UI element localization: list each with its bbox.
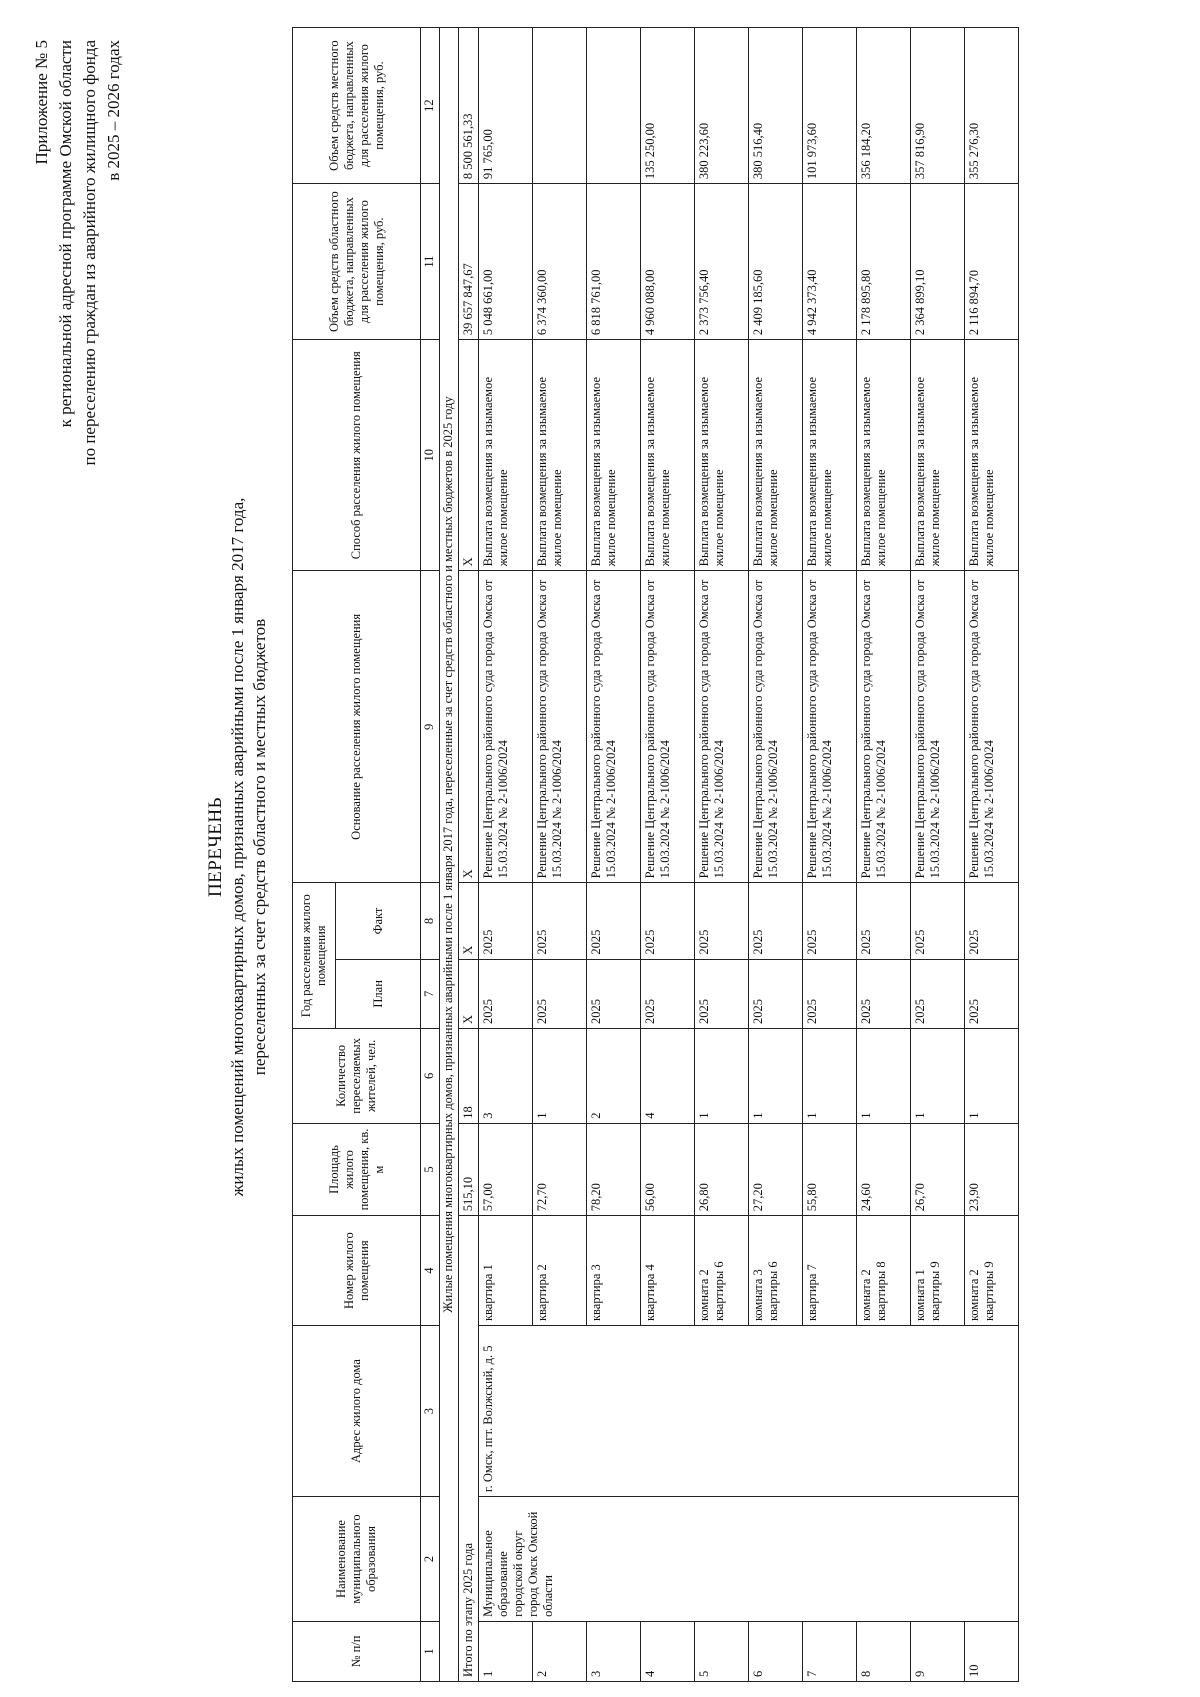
residents-count: 1 xyxy=(695,1029,749,1124)
total-people: 18 xyxy=(459,1029,479,1124)
year-plan: 2025 xyxy=(803,959,857,1028)
year-plan: 2025 xyxy=(479,959,533,1028)
header-unit: Номер жилого помещения xyxy=(293,1216,421,1326)
local-budget-amount: 101 973,60 xyxy=(803,28,857,184)
unit-number: комната 2 квартиры 9 xyxy=(965,1216,1019,1326)
resettlement-basis: Решение Центрального районного суда города Омска от 15.03.2024 № 2-1006/2024 xyxy=(749,571,803,883)
row-no: 3 xyxy=(587,1621,641,1681)
house-address: г. Омск, пгт. Волжский, д. 5 xyxy=(479,1326,1019,1497)
regional-budget-amount: 6 818 761,00 xyxy=(587,184,641,340)
local-budget-amount: 355 276,30 xyxy=(965,28,1019,184)
local-budget-amount: 380 223,60 xyxy=(695,28,749,184)
unit-area: 78,20 xyxy=(587,1123,641,1215)
total-method: X xyxy=(459,340,479,571)
year-plan: 2025 xyxy=(965,959,1019,1028)
year-fact: 2025 xyxy=(749,883,803,959)
year-fact: 2025 xyxy=(965,883,1019,959)
local-budget-amount xyxy=(587,28,641,184)
appendix-line-4: в 2025 – 2026 годах xyxy=(104,40,123,181)
col-number: 4 xyxy=(421,1216,440,1326)
year-fact: 2025 xyxy=(479,883,533,959)
total-area: 515,10 xyxy=(459,1123,479,1215)
resettlement-basis: Решение Центрального районного суда города Омска от 15.03.2024 № 2-1006/2024 xyxy=(587,571,641,883)
residents-count: 1 xyxy=(857,1029,911,1124)
resettlement-method: Выплата возмещения за изымаемое жилое помещение xyxy=(911,340,965,571)
resettlement-method: Выплата возмещения за изымаемое жилое помещение xyxy=(749,340,803,571)
resettlement-method: Выплата возмещения за изымаемое жилое помещение xyxy=(641,340,695,571)
appendix-line-3: по переселению граждан из аварийного жилищного фонда xyxy=(80,40,99,466)
housing-table xyxy=(292,27,1019,1682)
resettlement-method: Выплата возмещения за изымаемое жилое помещение xyxy=(965,340,1019,571)
header-area: Площадь жилого помещения, кв. м xyxy=(293,1123,421,1215)
regional-budget-amount: 5 048 661,00 xyxy=(479,184,533,340)
residents-count: 2 xyxy=(587,1029,641,1124)
local-budget-amount: 380 516,40 xyxy=(749,28,803,184)
resettlement-method: Выплата возмещения за изымаемое жилое помещение xyxy=(857,340,911,571)
year-fact: 2025 xyxy=(803,883,857,959)
col-number: 2 xyxy=(421,1497,440,1622)
header-basis: Основание расселения жилого помещения xyxy=(293,571,421,883)
total-local: 8 500 561,33 xyxy=(459,28,479,184)
regional-budget-amount: 2 364 899,10 xyxy=(911,184,965,340)
row-no: 10 xyxy=(965,1621,1019,1681)
document-heading xyxy=(205,197,271,1497)
appendix-note xyxy=(30,40,126,466)
regional-budget-amount: 4 942 373,40 xyxy=(803,184,857,340)
regional-budget-amount: 2 116 894,70 xyxy=(965,184,1019,340)
header-local: Объем средств местного бюджета, направленных для расселения жилого помещения, руб. xyxy=(293,28,421,184)
heading-line-2: переселенных за счет средств областного и местных бюджетов xyxy=(250,618,269,1076)
section-label: Жилые помещения многоквартирных домов, признанных аварийными после 1 января 2017 года, переселенные за счет средств областного и местных бюджетов в 2025 году xyxy=(440,28,459,1682)
residents-count: 4 xyxy=(641,1029,695,1124)
header-plan: План xyxy=(336,959,421,1028)
unit-number: комната 2 квартиры 8 xyxy=(857,1216,911,1326)
year-fact: 2025 xyxy=(857,883,911,959)
unit-area: 26,80 xyxy=(695,1123,749,1215)
unit-number: квартира 7 xyxy=(803,1216,857,1326)
year-fact: 2025 xyxy=(533,883,587,959)
residents-count: 1 xyxy=(911,1029,965,1124)
unit-area: 56,00 xyxy=(641,1123,695,1215)
year-plan: 2025 xyxy=(857,959,911,1028)
unit-area: 26,70 xyxy=(911,1123,965,1215)
total-basis: X xyxy=(459,571,479,883)
municipality-name: Муниципальное образование городской округ город Омск Омской области xyxy=(479,1497,1019,1622)
col-number: 6 xyxy=(421,1029,440,1124)
resettlement-method: Выплата возмещения за изымаемое жилое помещение xyxy=(695,340,749,571)
residents-count: 3 xyxy=(479,1029,533,1124)
resettlement-method: Выплата возмещения за изымаемое жилое помещение xyxy=(479,340,533,571)
local-budget-amount: 135 250,00 xyxy=(641,28,695,184)
row-no: 6 xyxy=(749,1621,803,1681)
year-plan: 2025 xyxy=(641,959,695,1028)
unit-number: квартира 4 xyxy=(641,1216,695,1326)
residents-count: 1 xyxy=(749,1029,803,1124)
header-fact: Факт xyxy=(336,883,421,959)
regional-budget-amount: 2 409 185,60 xyxy=(749,184,803,340)
unit-number: комната 1 квартиры 9 xyxy=(911,1216,965,1326)
resettlement-method: Выплата возмещения за изымаемое жилое помещение xyxy=(533,340,587,571)
residents-count: 1 xyxy=(533,1029,587,1124)
year-fact: 2025 xyxy=(587,883,641,959)
row-no: 4 xyxy=(641,1621,695,1681)
document-title: ПЕРЕЧЕНЬ xyxy=(205,796,226,898)
unit-number: квартира 2 xyxy=(533,1216,587,1326)
local-budget-amount xyxy=(533,28,587,184)
col-number: 8 xyxy=(421,883,440,959)
header-people: Количество переселяемых жителей, чел. xyxy=(293,1029,421,1124)
header-address: Адрес жилого дома xyxy=(293,1326,421,1497)
col-number: 12 xyxy=(421,28,440,184)
unit-area: 57,00 xyxy=(479,1123,533,1215)
column-number-row xyxy=(421,28,440,1682)
resettlement-basis: Решение Центрального районного суда города Омска от 15.03.2024 № 2-1006/2024 xyxy=(695,571,749,883)
unit-number: комната 2 квартиры 6 xyxy=(695,1216,749,1326)
col-number: 7 xyxy=(421,959,440,1028)
resettlement-basis: Решение Центрального районного суда города Омска от 15.03.2024 № 2-1006/2024 xyxy=(479,571,533,883)
total-row xyxy=(459,28,479,1682)
total-fact: X xyxy=(459,883,479,959)
unit-area: 72,70 xyxy=(533,1123,587,1215)
total-regional: 39 657 847,67 xyxy=(459,184,479,340)
regional-budget-amount: 4 960 088,00 xyxy=(641,184,695,340)
appendix-line-2: к региональной адресной программе Омской области xyxy=(56,40,75,428)
row-no: 2 xyxy=(533,1621,587,1681)
header-year-group: Год расселения жилого помещения xyxy=(293,883,336,1029)
total-plan: X xyxy=(459,959,479,1028)
resettlement-method: Выплата возмещения за изымаемое жилое помещение xyxy=(587,340,641,571)
resettlement-basis: Решение Центрального районного суда города Омска от 15.03.2024 № 2-1006/2024 xyxy=(857,571,911,883)
unit-area: 24,60 xyxy=(857,1123,911,1215)
year-plan: 2025 xyxy=(695,959,749,1028)
heading-line-1: жилых помещений многоквартирных домов, признанных аварийными после 1 января 2017 года, xyxy=(228,497,247,1197)
header-no: № п/п xyxy=(293,1621,421,1681)
header-mo: Наименование муниципального образования xyxy=(293,1497,421,1622)
regional-budget-amount: 6 374 360,00 xyxy=(533,184,587,340)
row-no: 5 xyxy=(695,1621,749,1681)
residents-count: 1 xyxy=(803,1029,857,1124)
col-number: 1 xyxy=(421,1621,440,1681)
resettlement-basis: Решение Центрального районного суда города Омска от 15.03.2024 № 2-1006/2024 xyxy=(803,571,857,883)
resettlement-method: Выплата возмещения за изымаемое жилое помещение xyxy=(803,340,857,571)
resettlement-basis: Решение Центрального районного суда города Омска от 15.03.2024 № 2-1006/2024 xyxy=(911,571,965,883)
regional-budget-amount: 2 373 756,40 xyxy=(695,184,749,340)
col-number: 9 xyxy=(421,571,440,883)
year-plan: 2025 xyxy=(911,959,965,1028)
year-fact: 2025 xyxy=(695,883,749,959)
local-budget-amount: 91 765,00 xyxy=(479,28,533,184)
unit-area: 23,90 xyxy=(965,1123,1019,1215)
year-fact: 2025 xyxy=(641,883,695,959)
resettlement-basis: Решение Центрального районного суда города Омска от 15.03.2024 № 2-1006/2024 xyxy=(965,571,1019,883)
unit-number: комната 3 квартиры 6 xyxy=(749,1216,803,1326)
header-method: Способ расселения жилого помещения xyxy=(293,340,421,571)
appendix-line-1: Приложение № 5 xyxy=(32,40,51,165)
row-no: 9 xyxy=(911,1621,965,1681)
resettlement-basis: Решение Центрального районного суда города Омска от 15.03.2024 № 2-1006/2024 xyxy=(641,571,695,883)
regional-budget-amount: 2 178 895,80 xyxy=(857,184,911,340)
unit-number: квартира 3 xyxy=(587,1216,641,1326)
header-regional: Объем средств областного бюджета, направленных для расселения жилого помещения, руб. xyxy=(293,184,421,340)
year-fact: 2025 xyxy=(911,883,965,959)
resettlement-basis: Решение Центрального районного суда города Омска от 15.03.2024 № 2-1006/2024 xyxy=(533,571,587,883)
unit-area: 27,20 xyxy=(749,1123,803,1215)
col-number: 11 xyxy=(421,184,440,340)
unit-area: 55,80 xyxy=(803,1123,857,1215)
total-label: Итого по этапу 2025 года xyxy=(459,1216,479,1682)
unit-number: квартира 1 xyxy=(479,1216,533,1326)
col-number: 10 xyxy=(421,340,440,571)
residents-count: 1 xyxy=(965,1029,1019,1124)
year-plan: 2025 xyxy=(533,959,587,1028)
table-row xyxy=(479,28,533,1682)
row-no: 7 xyxy=(803,1621,857,1681)
row-no: 8 xyxy=(857,1621,911,1681)
col-number: 3 xyxy=(421,1326,440,1497)
col-number: 5 xyxy=(421,1123,440,1215)
local-budget-amount: 357 816,90 xyxy=(911,28,965,184)
row-no: 1 xyxy=(479,1621,533,1681)
local-budget-amount: 356 184,20 xyxy=(857,28,911,184)
year-plan: 2025 xyxy=(587,959,641,1028)
year-plan: 2025 xyxy=(749,959,803,1028)
